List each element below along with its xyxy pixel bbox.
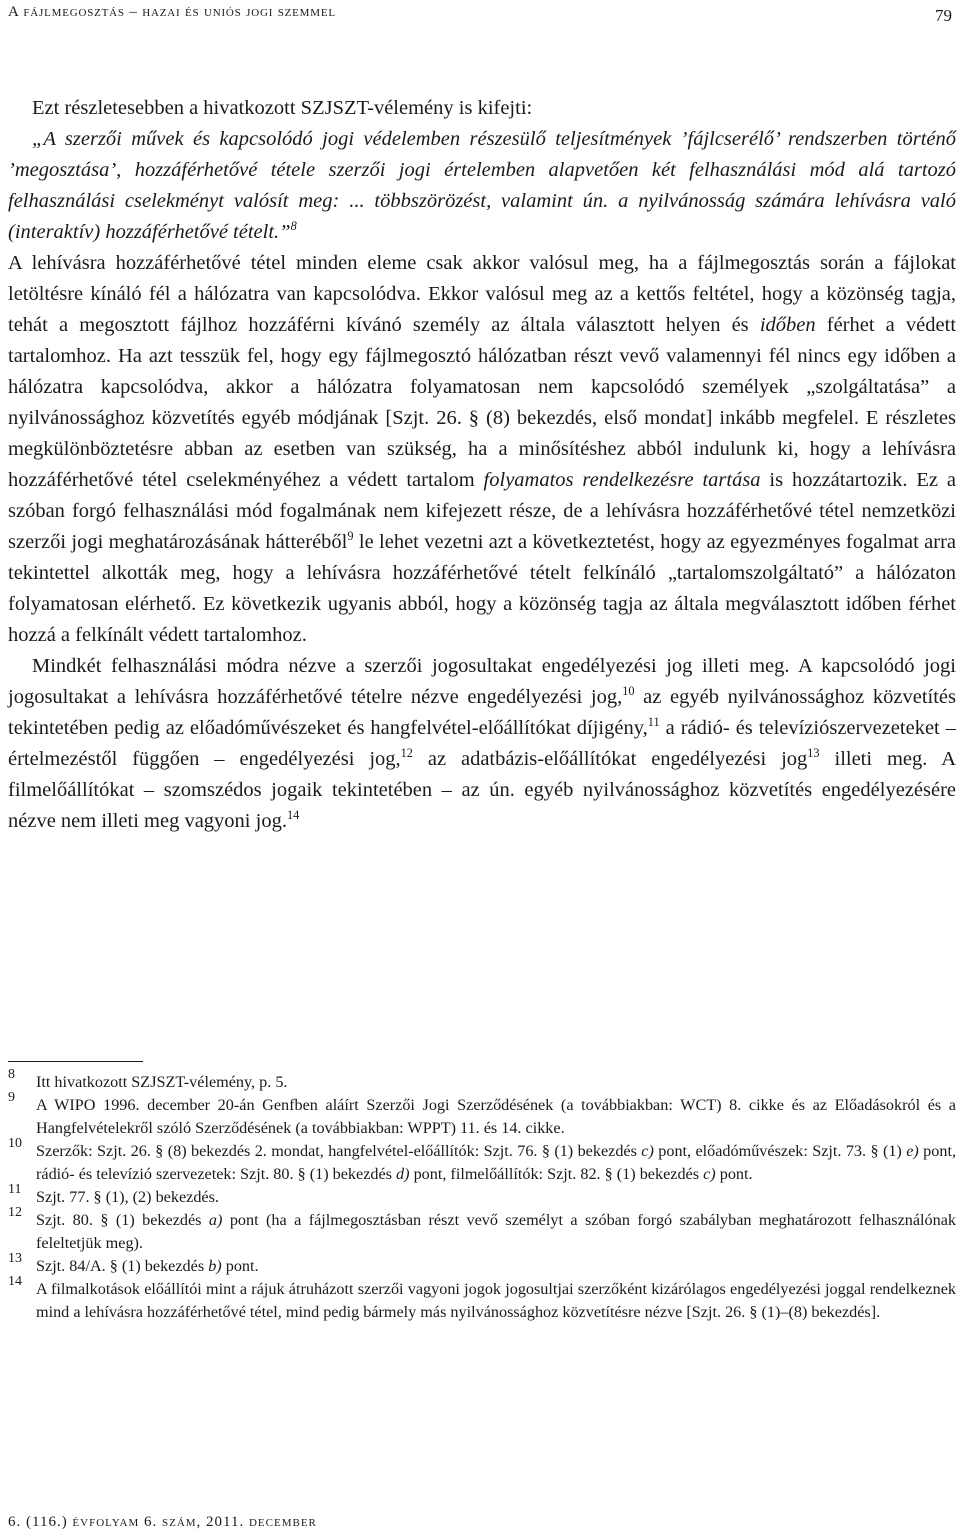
text-run: Szjt. 84/A. § (1) bekezdés [36,1257,209,1275]
footnote-text: A filmalkotások előállítói mint a rájuk átruházott szerzői vagyoni jogok jogosultjai szerzőként kizárólagos engedélyezési joggal rendelkeznek mind a lehívásra hozzáférhetővé tétel, mind pedig bármely más nyilvánossághoz közvetítésre nézve [Szjt. 26. § (1)–(8) bekezdés]. [36,1280,956,1321]
text-run: pont, filmelőállítók: Szjt. 82. § (1) bekezdés [409,1165,704,1183]
text-run: Szjt. 80. § (1) bekezdés [36,1211,209,1229]
footnote-ref-9[interactable]: 9 [347,529,354,544]
footnote-8 [8,1067,956,1094]
footnote-number: 12 [8,1205,22,1220]
emphasis: c) [641,1142,654,1160]
page-header [8,4,952,28]
emphasis: a) [208,1211,223,1229]
footnote-ref-11[interactable]: 11 [647,715,660,730]
footnote-number: 11 [8,1182,22,1197]
emphasis: e) [906,1142,919,1160]
footnote-ref-8[interactable]: 8 [290,219,297,234]
text-run: pont. [715,1165,753,1183]
page-number: 79 [935,6,952,25]
text-run: Szerzők: Szjt. 26. § (8) bekezdés 2. mondat, hangfelvétel-előállítók: Szjt. 76. § (1) bekezdés [36,1142,642,1160]
footnote-13 [8,1251,956,1278]
footnotes [8,1067,956,1324]
footnote-14 [8,1274,956,1324]
text-run: is hozzátartozik. Ez a szóban forgó felhasználási mód fogalmának nem kifejezett része, de a lehívásra hozzáférhetővé tétel nemzetközi szerzői jogi meghatározásának hátteréből [8,469,956,553]
footnote-ref-10[interactable]: 10 [622,684,635,699]
footnote-10 [8,1136,956,1186]
text-run: a rádió- és televíziószervezeteket – értelmezéstől függően – engedélyezési jog, [8,717,956,770]
emphasis: folyamatos rendelkezésre tartása [483,469,761,491]
text-run: pont, rádió- és televízió szervezetek: Szjt. 80. § (1) bekezdés [36,1142,956,1183]
quoted-passage [8,124,956,248]
text-run: A lehívásra hozzáférhetővé tétel minden eleme csak akkor valósul meg, ha a fájlmegosztás során a fájlokat letöltésre kínáló fél a hálózatra van kapcsolódva. Ekkor valósul meg az a kettős feltétel, hogy a közönség tagja, tehát a megosztott fájlhoz hozzáférni kívánó személy az általa választott helyen és [8,252,956,336]
emphasis: d) [396,1165,410,1183]
page-footer: 6. (116.) évfolyam 6. szám, 2011. december [8,1514,317,1530]
footnote-9 [8,1090,956,1140]
footnote-number: 10 [8,1136,22,1151]
footnote-text: Itt hivatkozott SZJSZT-vélemény, p. 5. [36,1073,288,1091]
emphasis: b) [208,1257,222,1275]
paragraph-2 [8,248,956,651]
quote-text: „A szerzői művek és kapcsolódó jogi védelemben részesülő teljesítmények ’fájlcserélő’ rendszerben történő ’megosztása’, hozzáférhetővé tétele szerzői jogi értelemben alapvetően két felhasználási mód alá tartozó felhasználási cselekményt valósít meg: ... többszörözést, valamint ún. a nyilvánosság számára lehívásra való (interaktív) hozzáférhetővé tételt.” [8,128,956,243]
paragraph-3 [8,651,956,837]
footnote-divider [8,1061,143,1062]
text-run: az adatbázis-előállítókat engedélyezési jog [412,748,808,770]
footnote-number: 14 [8,1274,22,1289]
text-run: az egyéb nyilvánossághoz közvetítés tekintetében pedig az előadóművészeket és hangfelvétel-előállítókat díjigény, [8,686,956,739]
footnote-number: 9 [8,1090,15,1105]
emphasis: időben [759,314,816,336]
text-run: pont (ha a fájlmegosztásban részt vevő személyt a szóban forgó szabályban meghatározott felhasználónak feleltetjük meg). [36,1211,956,1252]
footnote-ref-13[interactable]: 13 [807,746,820,761]
footnote-12 [8,1205,956,1255]
text-run: férhet a védett tartalomhoz. Ha azt tesszük fel, hogy egy fájlmegosztó hálózatban részt vevő valamennyi fél nincs egy időben a hálózatra kapcsolódva, akkor a hálózatra folyamatosan nem kapcsolódó személyek „szolgáltatása” a nyilvánossághoz közvetítés egyéb módjának [Szjt. 26. § (8) bekezdés, első mondat] inkább megfelel. E részletes megkülönböztetésre abban az esetben van szükség, ha a minősítéshez abból indulunk ki, hogy a lehívásra hozzáférhetővé tétel cselekményéhez a védett tartalom [8,314,957,491]
footnote-11 [8,1182,956,1209]
footnote-number: 8 [8,1067,15,1082]
text-run: pont. [221,1257,259,1275]
text-run: le lehet vezetni azt a következtetést, hogy az egyezményes fogalmat arra tekintettel alkották meg, hogy a lehívásra hozzáférhetővé tételt felkínáló „tartalomszolgáltató” a hálózaton folyamatosan elérhető. Ez következik ugyanis abból, hogy a közönség tagja az általa megválasztott időben férhet hozzá a felkínált védett tartalomhoz. [8,531,956,646]
footnote-ref-12[interactable]: 12 [400,746,413,761]
footnote-number: 13 [8,1251,22,1266]
running-title: A fájlmegosztás – hazai és uniós jogi szemmel [8,4,336,20]
body-text [8,93,956,837]
lead-in-paragraph: Ezt részletesebben a hivatkozott SZJSZT-vélemény is kifejti: [32,97,533,119]
footnote-ref-14[interactable]: 14 [286,808,300,823]
footnote-text: A WIPO 1996. december 20-án Genfben aláírt Szerzői Jogi Szerződésének (a továbbiakban: WCT) 8. cikke és az Előadásokról és a Hangfelvételekről szóló Szerződésének (a továbbiakban: WPPT) 11. és 14. cikke. [36,1096,956,1137]
text-run: pont, előadóművészek: Szjt. 73. § (1) [653,1142,907,1160]
text-run: Mindkét felhasználási módra nézve a szerzői jogosultakat engedélyezési jog illeti meg. A kapcsolódó jogi jogosultakat a lehívásra hozzáférhetővé tételre nézve engedélyezési jog, [8,655,956,708]
footnote-text: Szjt. 77. § (1), (2) bekezdés. [36,1188,219,1206]
emphasis: c) [703,1165,716,1183]
text-run: illeti meg. A filmelőállítókat – szomszédos jogaik tekintetében – az ún. egyéb nyilvánossághoz közvetítés engedélyezésére nézve nem illeti meg vagyoni jog. [8,748,956,832]
